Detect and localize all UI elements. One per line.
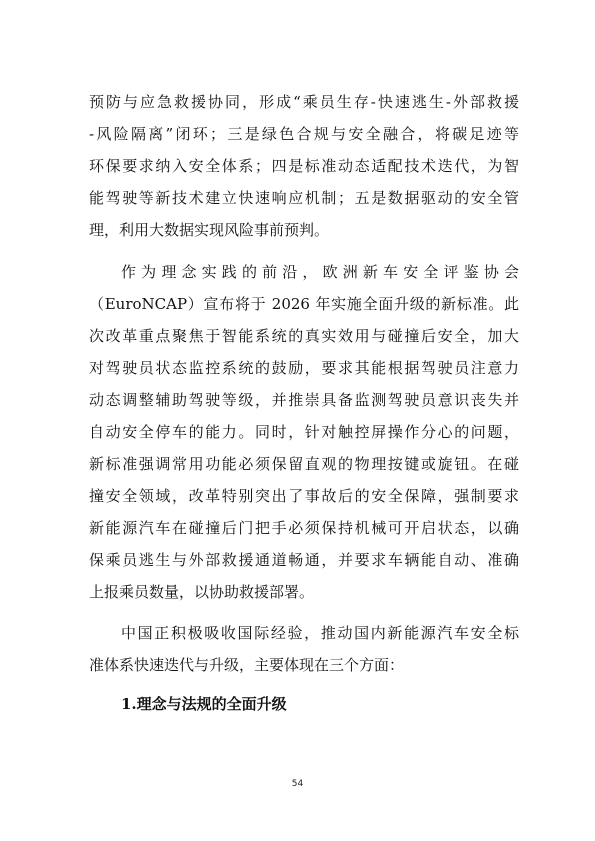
paragraph-1-line-3: 环保要求纳入安全体系；四是标准动态适配技术迭代，为智 xyxy=(89,157,519,175)
paragraph-2-line-2: （EuroNCAP）宣布将于 2026 年实施全面升级的新标准。此 xyxy=(89,295,519,313)
page-number: 54 xyxy=(291,779,304,789)
paragraph-1-line-2: -风险隔离”闭环；三是绿色合规与安全融合，将碳足迹等 xyxy=(89,125,519,143)
paragraph-2-line-10: 保乘员逃生与外部救援通道畅通，并要求车辆能自动、准确 xyxy=(89,551,519,569)
paragraph-3-line-2: 准体系快速迭代与升级，主要体现在三个方面： xyxy=(89,656,405,674)
paragraph-2-line-5: 动态调整辅助驾驶等级，并推崇具备监测驾驶员意识丧失并 xyxy=(89,391,519,409)
paragraph-1-line-4: 能驾驶等新技术建立快速响应机制；五是数据驱动的安全管 xyxy=(89,189,519,207)
paragraph-2-line-1: 作为理念实践的前沿，欧洲新车安全评鉴协会 xyxy=(121,263,519,281)
paragraph-2-line-8: 撞安全领域，改革特别突出了事故后的安全保障，强制要求 xyxy=(89,487,519,505)
paragraph-2-line-7: 新标准强调常用功能必须保留直观的物理按键或旋钮。在碰 xyxy=(89,455,519,473)
paragraph-1-line-5: 理，利用大数据实现风险事前预判。 xyxy=(89,221,330,239)
paragraph-2-line-9: 新能源汽车在碰撞后门把手必须保持机械可开启状态，以确 xyxy=(89,519,519,537)
paragraph-2-line-4: 对驾驶员状态监控系统的鼓励，要求其能根据驾驶员注意力 xyxy=(89,359,519,377)
paragraph-2-line-6: 自动安全停车的能力。同时，针对触控屏操作分心的问题， xyxy=(89,423,519,441)
paragraph-2-line-11: 上报乘员数量，以协助救援部署。 xyxy=(89,583,315,601)
paragraph-1-line-1: 预防与应急救援协同，形成“乘员生存-快速逃生-外部救援 xyxy=(89,93,519,111)
paragraph-2-line-3: 次改革重点聚焦于智能系统的真实效用与碰撞后安全，加大 xyxy=(89,327,519,345)
paragraph-3-line-1: 中国正积极吸收国际经验，推动国内新能源汽车安全标 xyxy=(121,624,519,642)
section-heading: 1.理念与法规的全面升级 xyxy=(121,695,287,713)
